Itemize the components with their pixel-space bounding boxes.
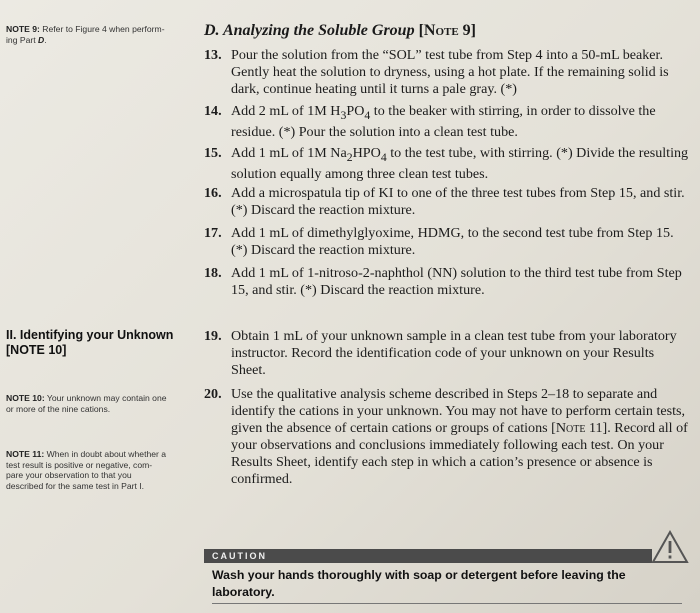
caution-divider <box>212 603 682 604</box>
caution-bar <box>204 549 652 563</box>
step-14: 14. Add 2 mL of 1M $H_3PO_4$ to the beaker with stirring, in order to dissolve the residue. (*) Pour the solution into a clean test tube. <box>204 103 656 140</box>
section-heading-identifying-unknown: II. Identifying your Unknown [NOTE 10] <box>6 328 174 357</box>
step-18: 18. Add 1 mL of 1-nitroso-2-naphthol (NN) solution to the third test tube from Step 15, and stir. (*) Discard the reaction mixture. <box>204 265 682 298</box>
caution-box <box>204 541 694 611</box>
caution-text: Wash your hands thoroughly with soap or detergent before leaving the laboratory. <box>212 568 626 599</box>
warning-triangle-icon <box>650 529 690 565</box>
step-13: 13. Pour the solution from the “SOL” test tube from Step 4 into a 50-mL beaker. Gently heat the solution to dryness, using a hot plate. If the remaining solid is dark, continue heating until it turns a pale gray. (*) <box>204 47 669 97</box>
part-d-heading: D. Analyzing the Soluble Group [Note 9] <box>204 22 477 39</box>
caution-label: CAUTION <box>212 551 267 561</box>
sidenote-11: NOTE 11: When in doubt about whether a test result is positive or negative, com- pare your observation to that you described for the same test in Part I. <box>6 449 167 491</box>
sidenote-9: NOTE 9: Refer to Figure 4 when perform- ing Part D. <box>6 24 165 45</box>
step-16: 16. Add a microspatula tip of KI to one of the three test tubes from Step 15, and stir. (*) Discard the reaction mixture. <box>204 185 685 218</box>
step-17: 17. Add 1 mL of dimethylglyoxime, HDMG, to the second test tube from Step 15. (*) Discard the reaction mixture. <box>204 225 674 258</box>
step-15: 15. Add 1 mL of 1M $Na_2HPO_4$ to the test tube, with stirring. (*) Divide the resulting solution equally among three clean test tubes. <box>204 145 689 182</box>
step-19: 19. Obtain 1 mL of your unknown sample in a clean test tube from your laboratory instructor. Record the identification code of your unknown on your Results Sheet. <box>204 328 677 378</box>
step-20: 20. Use the qualitative analysis scheme described in Steps 2–18 to separate and identify the cations in your unknown. You may not have to perform certain tests, given the absence of certain cations or groups of cations [Note 11]. Record all of your observations and conclusions immediately following each test. On your Results Sheet, identify each step in which a cation’s presence or absence is confirmed. <box>204 386 688 487</box>
sidenote-10: NOTE 10: Your unknown may contain one or more of the nine cations. <box>6 393 167 414</box>
